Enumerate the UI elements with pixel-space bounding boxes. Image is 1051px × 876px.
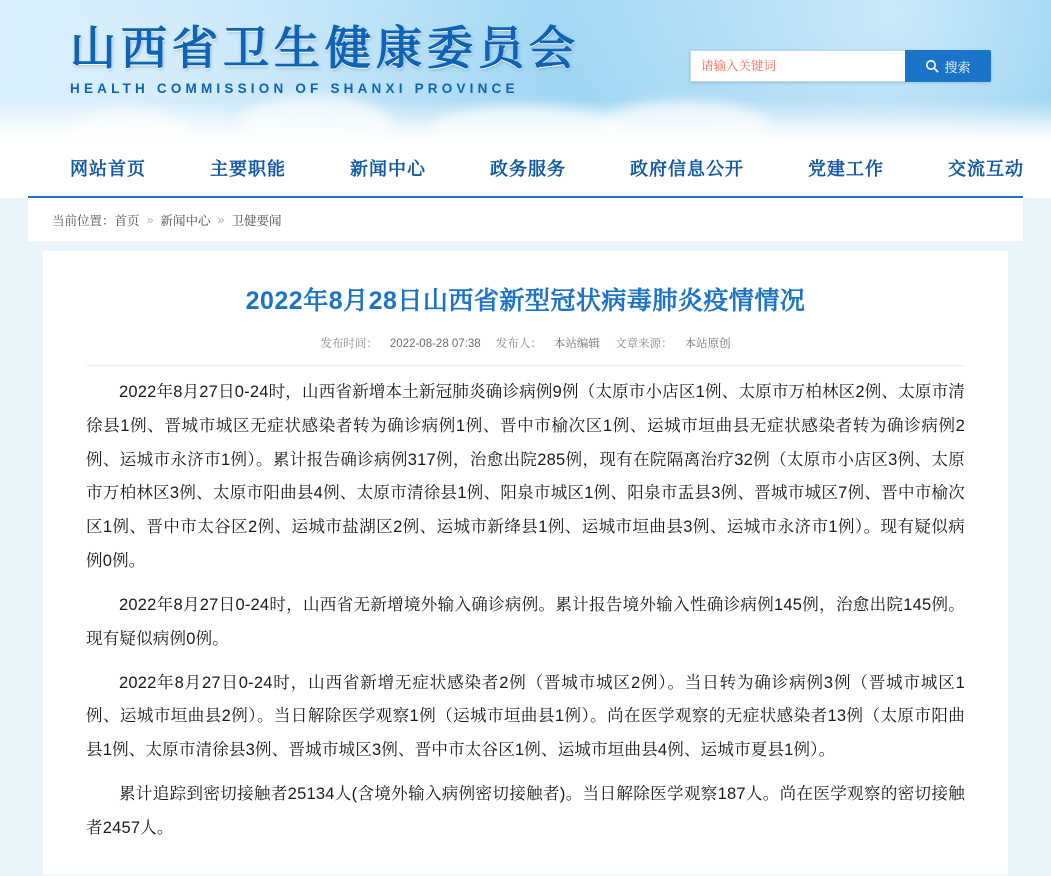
- breadcrumb: [28, 198, 1023, 242]
- page-body: [0, 198, 1051, 876]
- site-logo-subtitle: HEALTH COMMISSION OF SHANXI PROVINCE: [70, 80, 519, 96]
- nav-item-news[interactable]: 新闻中心: [350, 159, 426, 179]
- breadcrumb-prefix: 当前位置：: [52, 213, 115, 228]
- article-paragraph: 累计追踪到密切接触者25134人(含境外输入病例密切接触者)。当日解除医学观察187人。尚在医学观察的密切接触者2457人。: [86, 784, 965, 837]
- source-value: 本站原创: [684, 338, 731, 350]
- site-logo[interactable]: [70, 22, 580, 96]
- nav-shell: [0, 140, 1051, 198]
- author-value: 本站编辑: [553, 338, 600, 350]
- source-label: 文章来源：: [615, 338, 673, 350]
- decorative-cloud: [240, 95, 390, 140]
- search-box[interactable]: [690, 50, 991, 82]
- article-meta: [86, 335, 965, 366]
- breadcrumb-item-current[interactable]: 卫健要闻: [231, 213, 282, 228]
- nav-item-services[interactable]: 政务服务: [490, 159, 566, 179]
- article-card: [42, 250, 1009, 876]
- main-nav: [28, 140, 1023, 198]
- page-title: 2022年8月28日山西省新型冠状病毒肺炎疫情情况: [245, 287, 806, 315]
- site-logo-title: 山西省卫生健康委员会: [70, 21, 580, 75]
- author-label: 发布人：: [495, 338, 542, 350]
- breadcrumb-item-news[interactable]: 新闻中心: [160, 213, 211, 228]
- nav-item-disclosure[interactable]: 政府信息公开: [630, 159, 744, 179]
- breadcrumb-separator: »: [146, 212, 154, 227]
- decorative-cloud: [600, 100, 770, 140]
- publish-time-value: 2022-08-28 07:38: [389, 338, 481, 350]
- search-button[interactable]: [905, 50, 991, 82]
- decorative-cloud: [70, 110, 190, 140]
- publish-time-label: 发布时间：: [320, 338, 378, 350]
- nav-item-party[interactable]: 党建工作: [808, 159, 884, 179]
- nav-item-home[interactable]: 网站首页: [70, 159, 146, 179]
- search-input[interactable]: [690, 50, 905, 82]
- site-banner: [0, 0, 1051, 140]
- search-icon: [925, 59, 939, 73]
- nav-item-interaction[interactable]: 交流互动: [948, 159, 1024, 179]
- article-paragraph: 2022年8月27日0-24时，山西省新增本土新冠肺炎确诊病例9例（太原市小店区1例、太原市万柏林区2例、太原市清徐县1例、晋城市城区无症状感染者转为确诊病例1例、晋中市榆次区1例、运城市垣曲县无症状感染者转为确诊病例2例、运城市永济市1例）。累计报告确诊病例317例，治愈出院285例，现有在院隔离治疗32例（太原市小店区3例、太原市万柏林区3例、太原市阳曲县4例、太原市清徐县1例、阳泉市城区1例、阳泉市盂县3例、晋城市城区7例、晋中市榆次区1例、晋中市太谷区2例、运城市盐湖区2例、运城市新绛县1例、运城市垣曲县3例、运城市永济市1例）。现有疑似病例0例。: [86, 383, 965, 571]
- nav-item-functions[interactable]: 主要职能: [210, 159, 286, 179]
- breadcrumb-separator: »: [217, 212, 225, 227]
- article-body: [86, 376, 965, 846]
- search-button-label: 搜索: [944, 59, 971, 75]
- decorative-cloud: [430, 105, 620, 140]
- article-paragraph: 2022年8月27日0-24时，山西省新增无症状感染者2例（晋城市城区2例）。当日转为确诊病例3例（晋城市城区1例、运城市垣曲县2例）。当日解除医学观察1例（运城市垣曲县1例）。尚在医学观察的无症状感染者13例（太原市阳曲县1例、太原市清徐县3例、晋城市城区3例、晋中市太谷区1例、运城市垣曲县4例、运城市夏县1例）。: [86, 673, 965, 760]
- breadcrumb-item-home[interactable]: 首页: [114, 213, 140, 228]
- article-paragraph: 2022年8月27日0-24时，山西省无新增境外输入确诊病例。累计报告境外输入性确诊病例145例，治愈出院145例。现有疑似病例0例。: [86, 595, 965, 648]
